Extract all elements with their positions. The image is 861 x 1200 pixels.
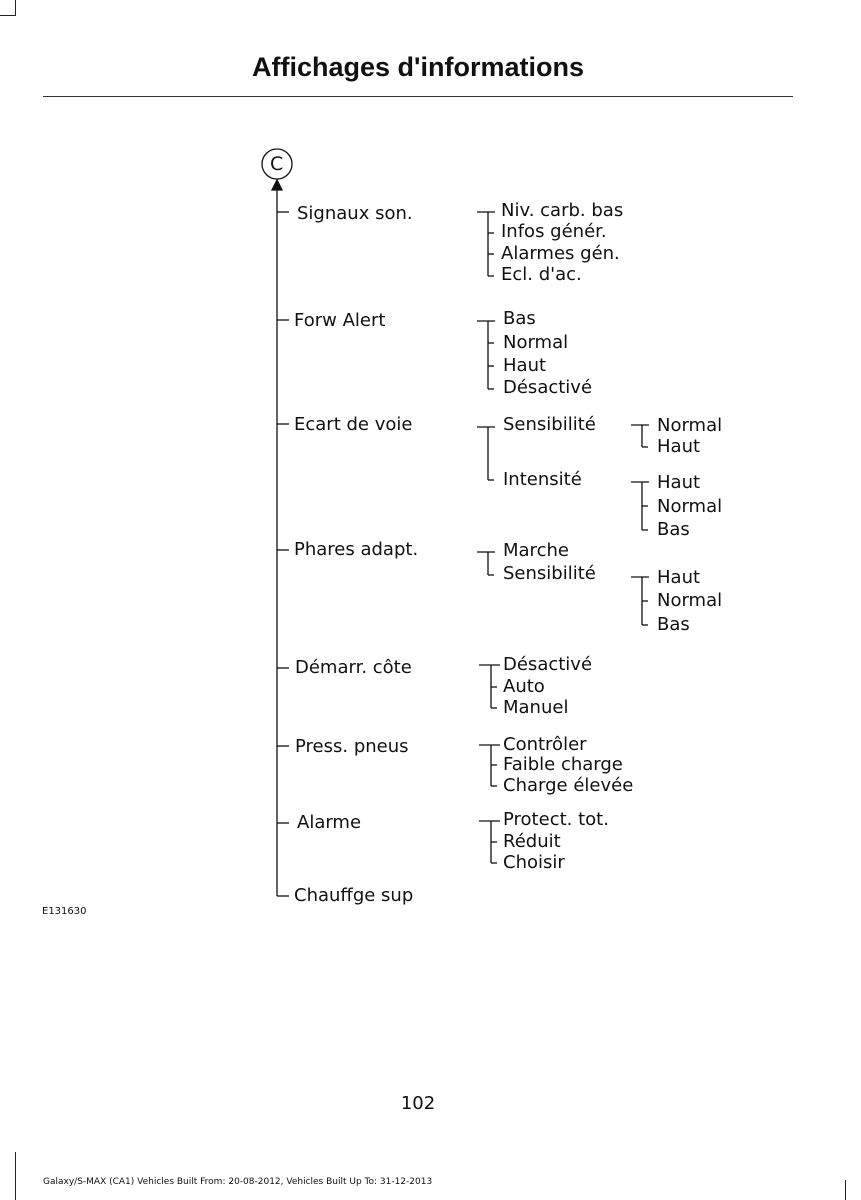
submenu-item: Charge élevée xyxy=(503,775,634,796)
submenu-item: Auto xyxy=(503,676,545,697)
page-footer: Galaxy/S-MAX (CA1) Vehicles Built From: 20-08-2012, Vehicles Built Up To: 31-12-2013 xyxy=(43,1177,433,1187)
figure-id: E131630 xyxy=(42,906,87,917)
root-label: C xyxy=(270,153,284,175)
submenu-item: Haut xyxy=(503,355,547,376)
submenu-item: Niv. carb. bas xyxy=(501,200,624,221)
menu-item-demarr-cote: Démarr. côte xyxy=(295,657,412,678)
submenu-item: Alarmes gén. xyxy=(501,243,620,264)
menu-item-signaux-son: Signaux son. xyxy=(297,203,413,224)
page-title: Affichages d'informations xyxy=(252,52,584,82)
submenu-item: Contrôler xyxy=(503,734,587,755)
submenu-item: Bas xyxy=(503,308,536,329)
submenu-item: Marche xyxy=(503,540,569,561)
submenu-item: Réduit xyxy=(503,831,561,852)
submenu-item: Intensité xyxy=(503,469,582,490)
submenu-item: Ecl. d'ac. xyxy=(501,264,582,285)
menu-item-forw-alert: Forw Alert xyxy=(294,310,386,331)
menu-item-ecart-de-voie: Ecart de voie xyxy=(294,414,413,435)
submenu-item: Infos génér. xyxy=(501,221,607,242)
sub-submenu-item: Bas xyxy=(657,519,690,540)
menu-item-alarme: Alarme xyxy=(297,812,362,833)
submenu-item: Sensibilité xyxy=(503,563,596,584)
page-number: 102 xyxy=(400,1093,436,1114)
submenu-item: Faible charge xyxy=(503,754,623,775)
sub-submenu-item: Normal xyxy=(657,496,723,517)
submenu-item: Désactivé xyxy=(503,654,593,675)
trunk-arrowhead xyxy=(272,180,282,190)
submenu-item: Sensibilité xyxy=(503,414,596,435)
sub-submenu-item: Haut xyxy=(657,567,701,588)
submenu-item: Manuel xyxy=(503,697,569,718)
sub-submenu-item: Normal xyxy=(657,590,723,611)
submenu-item: Normal xyxy=(503,332,569,353)
sub-submenu-item: Haut xyxy=(657,472,701,493)
menu-item-phares-adapt: Phares adapt. xyxy=(294,539,419,560)
sub-submenu-item: Haut xyxy=(657,436,701,457)
menu-item-press-pneus: Press. pneus xyxy=(295,736,409,757)
sub-submenu-item: Bas xyxy=(657,614,690,635)
submenu-item: Désactivé xyxy=(503,377,593,398)
sub-submenu-item: Normal xyxy=(657,415,723,436)
menu-item-chauffge-sup: Chauffge sup xyxy=(294,885,414,906)
submenu-item: Choisir xyxy=(503,852,565,873)
submenu-item: Protect. tot. xyxy=(503,809,609,830)
